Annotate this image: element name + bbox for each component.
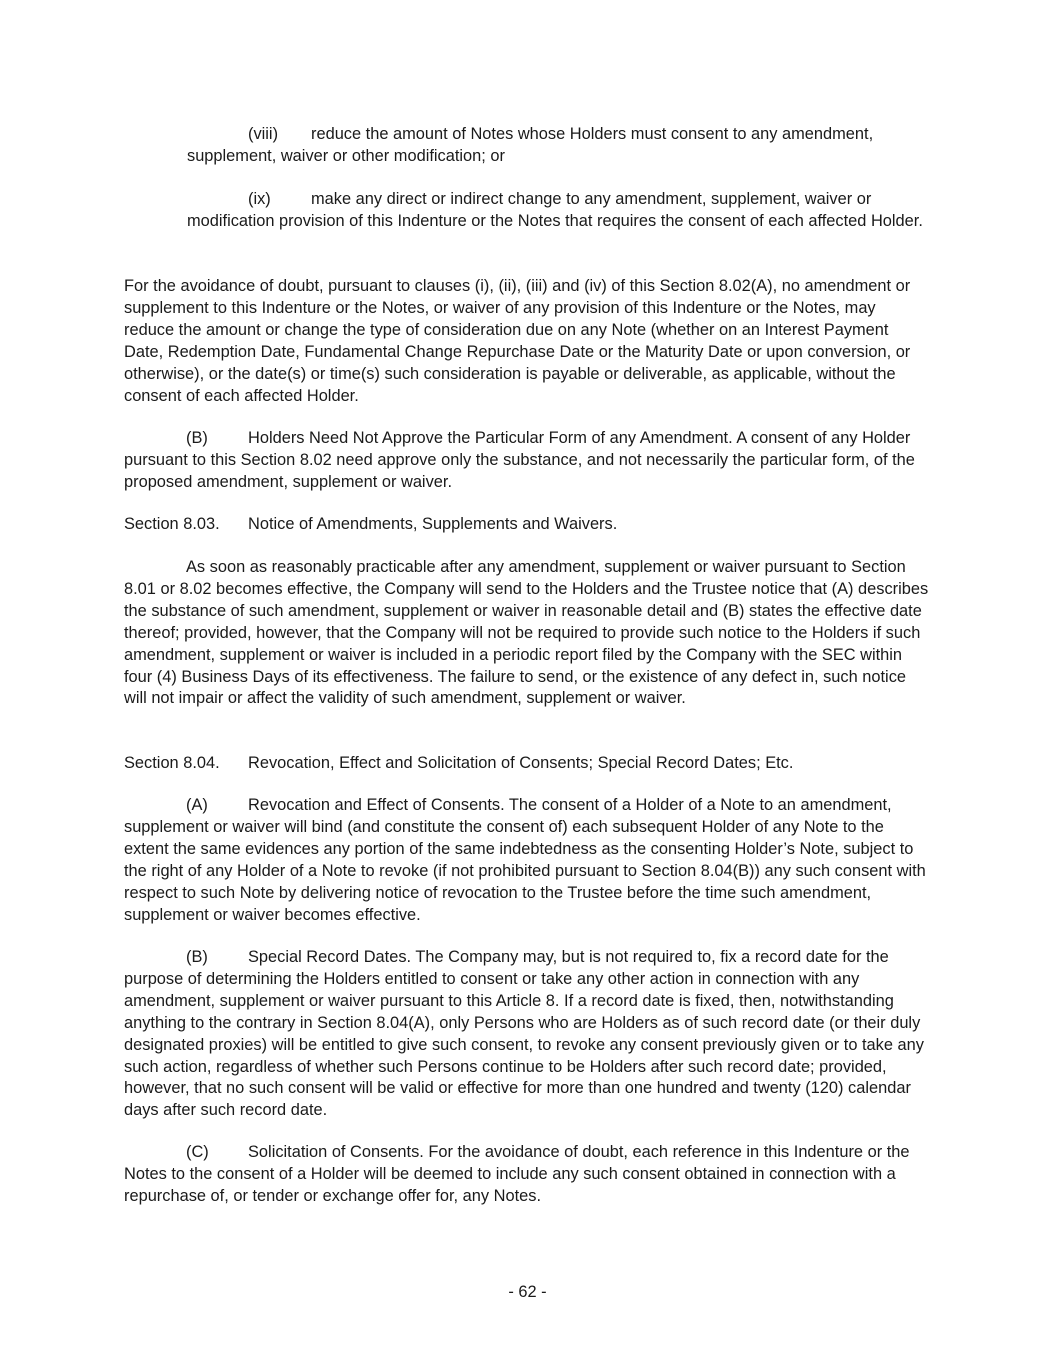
paragraph-label: (C) <box>186 1143 209 1161</box>
section-802-b-paragraph <box>124 428 930 494</box>
clause-number: (viii) <box>248 125 279 143</box>
clause-text: reduce the amount of Notes whose Holders must consent to any amendment, supplement, waiver or other modification; or <box>187 125 874 165</box>
section-804-b-paragraph <box>124 947 930 1122</box>
paragraph-text: Holders Need Not Approve the Particular Form of any Amendment. A consent of any Holder pursuant to this Section 8.02 need approve only the substance, and not necessarily the particular form, of the proposed amendment, supplement or waiver. <box>124 429 915 491</box>
section-title: Revocation, Effect and Solicitation of Consents; Special Record Dates; Etc. <box>248 754 794 772</box>
clause-text: make any direct or indirect change to any amendment, supplement, waiver or modification provision of this Indenture or the Notes that requires the consent of each affected Holder. <box>187 190 923 230</box>
section-803-heading <box>124 514 930 536</box>
section-title: Notice of Amendments, Supplements and Waivers. <box>248 515 618 533</box>
section-804-heading <box>124 753 930 775</box>
paragraph-label: (A) <box>186 796 208 814</box>
paragraph-text: Revocation and Effect of Consents. The consent of a Holder of a Note to an amendment, supplement or waiver will bind (and constitute the consent of) each subsequent Holder of any Note to the extent the same evidences any portion of the same indebtedness as the consenting Holder’s Note, subject to the right of any Holder of a Note to revoke (if not prohibited pursuant to Section 8.04(B)) any such consent with respect to such Note by delivering notice of revocation to the Trustee before the time such amendment, supplement or waiver becomes effective. <box>124 796 926 924</box>
page-number: - 62 - <box>508 1283 547 1301</box>
section-number: Section 8.04. <box>124 754 220 772</box>
section-number: Section 8.03. <box>124 515 220 533</box>
paragraph-text: As soon as reasonably practicable after any amendment, supplement or waiver pursuant to Section 8.01 or 8.02 becomes effective, the Company will send to the Holders and the Trustee notice that (A) describes the substance of such amendment, supplement or waiver in reasonable detail and (B) states the effective date thereof; provided, however, that the Company will not be required to provide such notice to the Holders if such amendment, supplement or waiver is included in a periodic report filed by the Company with the SEC within four (4) Business Days of its effectiveness. The failure to send, or the existence of any defect in, such notice will not impair or affect the validity of such amendment, supplement or waiver. <box>124 558 929 708</box>
paragraph-text: Special Record Dates. The Company may, but is not required to, fix a record date for the purpose of determining the Holders entitled to consent or take any other action in connection with any amendment, supplement or waiver pursuant to this Article 8. If a record date is fixed, then, notwithstanding anything to the contrary in Section 8.04(A), only Persons who are Holders as of such record date (or their duly designated proxies) will be entitled to give such consent, to revoke any consent previously given or to take any such action, regardless of whether such Persons continue to be Holders after such record date; provided, however, that no such consent will be valid or effective for more than one hundred and twenty (120) calendar days after such record date. <box>124 948 924 1120</box>
clause-viii <box>187 124 927 168</box>
clause-number: (ix) <box>248 190 271 208</box>
paragraph-text: Solicitation of Consents. For the avoidance of doubt, each reference in this Indenture or the Notes to the consent of a Holder will be deemed to include any such consent obtained in connection with a repurchase of, or tender or exchange offer for, any Notes. <box>124 1143 910 1205</box>
section-804-c-paragraph <box>124 1142 930 1208</box>
section-804-a-paragraph <box>124 795 930 926</box>
section-803-body <box>124 557 930 710</box>
paragraph-label: (B) <box>186 429 208 447</box>
avoidance-paragraph: For the avoidance of doubt, pursuant to clauses (i), (ii), (iii) and (iv) of this Section 8.02(A), no amendment or supplement to this Indenture or the Notes, or waiver of any provision of this Indenture or the Notes, may reduce the amount or change the type of consideration due on any Note (whether on an Interest Payment Date, Redemption Date, Fundamental Change Repurchase Date or the Maturity Date or upon conversion, or otherwise), or the date(s) or time(s) such consideration is payable or deliverable, as applicable, without the consent of each affected Holder. <box>124 277 911 405</box>
clause-ix <box>187 189 927 233</box>
paragraph-label: (B) <box>186 948 208 966</box>
